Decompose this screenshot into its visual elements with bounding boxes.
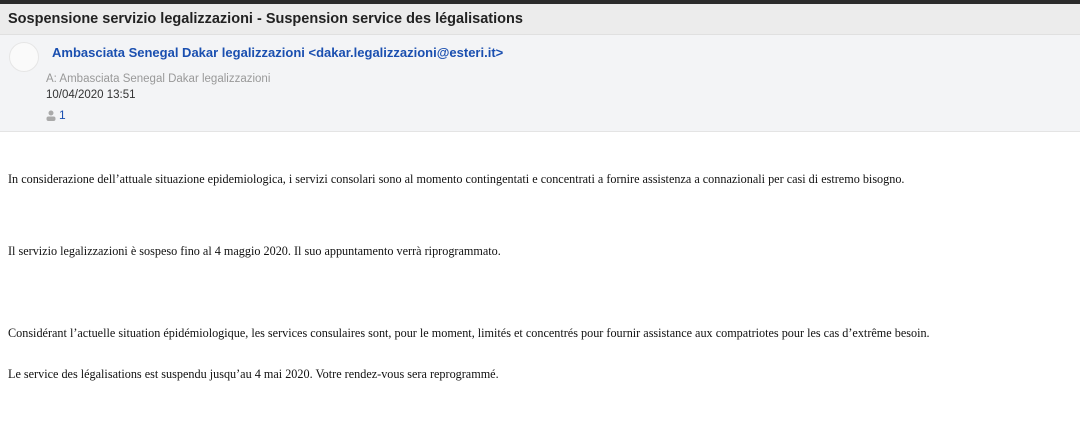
recipients-count-button[interactable] xyxy=(46,108,66,122)
paragraph-fr-1: Considérant l’actuelle situation épidémiologique, les services consulaires sont, pour le moment, limités et concentrés pour fournir assistance aux compatriotes pour les cas d’extrême besoin. xyxy=(8,326,930,340)
email-date: 10/04/2020 13:51 xyxy=(46,89,136,101)
email-header xyxy=(0,35,1080,132)
paragraph-it-1: In considerazione dell’attuale situazione epidemiologica, i servizi consolari sono al momento contingentati e concentrati a fornire assistenza a connazionali per casi di estremo bisogno. xyxy=(8,172,905,186)
person-icon xyxy=(46,110,56,121)
recipient: A: Ambasciata Senegal Dakar legalizzazioni xyxy=(46,73,271,85)
recipients-count: 1 xyxy=(59,108,66,122)
email-subject: Sospensione servizio legalizzazioni - Suspension service des légalisations xyxy=(0,4,1080,35)
paragraph-fr-2: Le service des légalisations est suspendu jusqu’au 4 mai 2020. Votre rendez-vous sera reprogrammé. xyxy=(8,367,499,381)
sender[interactable]: Ambasciata Senegal Dakar legalizzazioni <dakar.legalizzazioni@esteri.it> xyxy=(52,45,504,60)
avatar xyxy=(9,42,39,72)
paragraph-it-2: Il servizio legalizzazioni è sospeso fino al 4 maggio 2020. Il suo appuntamento verrà riprogrammato. xyxy=(8,244,501,258)
